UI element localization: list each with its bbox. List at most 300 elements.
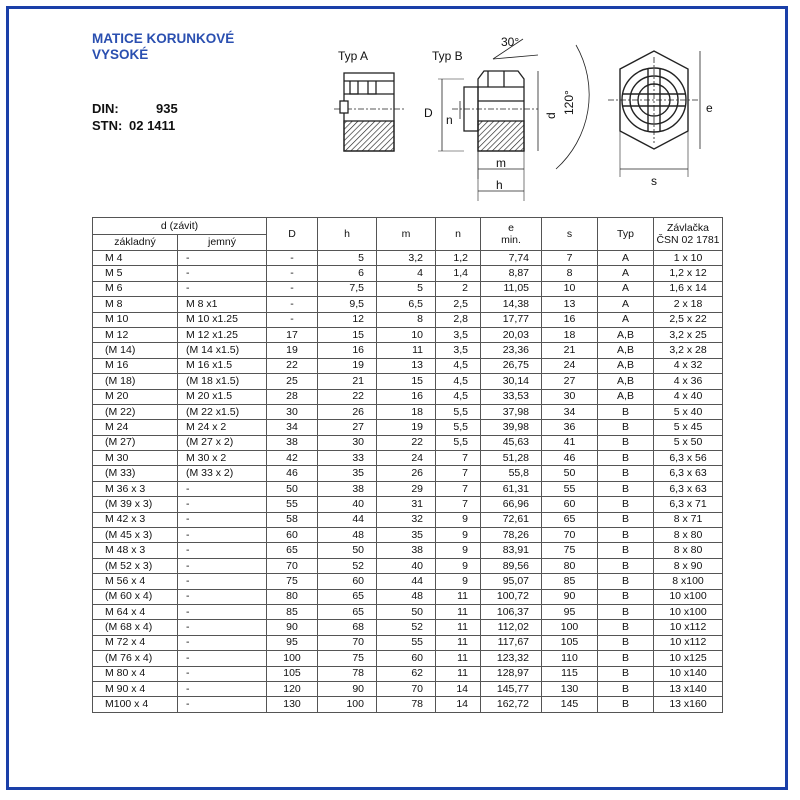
table-row	[93, 651, 723, 666]
cell-zavlacka: 3,2 x 28	[654, 343, 723, 358]
typ-b-label: Typ B	[432, 49, 463, 63]
cell-D: 25	[267, 374, 318, 389]
table-row	[93, 697, 723, 712]
typ-a-nut-shape	[334, 73, 404, 151]
cell-e: 123,32	[481, 651, 542, 666]
cell-D: 19	[267, 343, 318, 358]
cell-e: 14,38	[481, 297, 542, 312]
cell-m: 70	[377, 681, 436, 696]
cell-D: -	[267, 312, 318, 327]
cell-n: 2,5	[436, 297, 481, 312]
cell-n: 1,2	[436, 251, 481, 266]
cell-zavlacka: 10 x100	[654, 604, 723, 619]
col-s: s	[542, 218, 598, 251]
cell-n: 14	[436, 681, 481, 696]
cell-zavlacka: 8 x 71	[654, 512, 723, 527]
cell-h: 50	[318, 543, 377, 558]
cell-h: 65	[318, 589, 377, 604]
cell-typ: A,B	[598, 358, 654, 373]
col-d-zavit: d (závit)	[93, 218, 267, 235]
cell-n: 4,5	[436, 358, 481, 373]
col-zakladny: základný	[93, 235, 178, 251]
cell-typ: A,B	[598, 343, 654, 358]
cell-m: 3,2	[377, 251, 436, 266]
cell-n: 5,5	[436, 420, 481, 435]
cell-zavlacka: 13 x160	[654, 697, 723, 712]
cell-D: 34	[267, 420, 318, 435]
cell-n: 9	[436, 512, 481, 527]
cell-e: 162,72	[481, 697, 542, 712]
cell-h: 90	[318, 681, 377, 696]
cell-D: 85	[267, 604, 318, 619]
cell-h: 16	[318, 343, 377, 358]
table-row	[93, 620, 723, 635]
cell-e: 8,87	[481, 266, 542, 281]
table-row	[93, 420, 723, 435]
cell-m: 50	[377, 604, 436, 619]
cell-n: 11	[436, 589, 481, 604]
cell-s: 30	[542, 389, 598, 404]
cell-e: 89,56	[481, 558, 542, 573]
cell-zakladny: (M 27)	[93, 435, 178, 450]
cell-typ: B	[598, 528, 654, 543]
cell-h: 78	[318, 666, 377, 681]
cell-typ: B	[598, 666, 654, 681]
table-row	[93, 374, 723, 389]
col-zavlacka-csn: ČSN 02 1781	[656, 234, 720, 246]
cell-typ: B	[598, 497, 654, 512]
cell-typ: B	[598, 681, 654, 696]
cell-typ: B	[598, 435, 654, 450]
cell-s: 110	[542, 651, 598, 666]
table-row	[93, 481, 723, 496]
cell-D: 42	[267, 451, 318, 466]
table-row	[93, 343, 723, 358]
cell-e: 55,8	[481, 466, 542, 481]
cell-typ: B	[598, 620, 654, 635]
cell-m: 15	[377, 374, 436, 389]
cell-m: 10	[377, 327, 436, 342]
cell-m: 16	[377, 389, 436, 404]
cell-h: 100	[318, 697, 377, 712]
cell-s: 130	[542, 681, 598, 696]
cell-e: 11,05	[481, 281, 542, 296]
cell-m: 11	[377, 343, 436, 358]
cell-s: 90	[542, 589, 598, 604]
typ-a-label: Typ A	[338, 49, 369, 63]
cell-h: 22	[318, 389, 377, 404]
cell-zavlacka: 8 x 90	[654, 558, 723, 573]
cell-h: 7,5	[318, 281, 377, 296]
cell-zavlacka: 3,2 x 25	[654, 327, 723, 342]
cell-e: 95,07	[481, 574, 542, 589]
cell-h: 60	[318, 574, 377, 589]
cell-h: 75	[318, 651, 377, 666]
cell-h: 21	[318, 374, 377, 389]
table-row	[93, 327, 723, 342]
col-e	[481, 218, 542, 251]
cell-s: 8	[542, 266, 598, 281]
cell-jemny: -	[178, 635, 267, 650]
title-line-2: VYSOKÉ	[92, 47, 149, 62]
cell-jemny: (M 22 x1.5)	[178, 404, 267, 419]
cell-m: 55	[377, 635, 436, 650]
cell-D: 100	[267, 651, 318, 666]
cell-zakladny: (M 45 x 3)	[93, 528, 178, 543]
angle-30-label: 30°	[501, 35, 520, 49]
cell-e: 39,98	[481, 420, 542, 435]
cell-zakladny: M 8	[93, 297, 178, 312]
table-row	[93, 312, 723, 327]
cell-zavlacka: 5 x 40	[654, 404, 723, 419]
cell-D: -	[267, 281, 318, 296]
cell-typ: A	[598, 281, 654, 296]
cell-D: -	[267, 297, 318, 312]
cell-jemny: (M 33 x 2)	[178, 466, 267, 481]
cell-jemny: -	[178, 543, 267, 558]
angle-120-label: 120°	[562, 90, 576, 115]
cell-n: 7	[436, 497, 481, 512]
cell-zakladny: M 10	[93, 312, 178, 327]
cell-zakladny: M 56 x 4	[93, 574, 178, 589]
cell-zavlacka: 4 x 32	[654, 358, 723, 373]
cell-jemny: -	[178, 497, 267, 512]
cell-zavlacka: 10 x125	[654, 651, 723, 666]
cell-jemny: -	[178, 528, 267, 543]
cell-s: 36	[542, 420, 598, 435]
cell-D: 46	[267, 466, 318, 481]
din-label: DIN:	[92, 101, 119, 116]
cell-jemny: -	[178, 574, 267, 589]
cell-jemny: M 20 x1.5	[178, 389, 267, 404]
cell-s: 27	[542, 374, 598, 389]
cell-zavlacka: 6,3 x 63	[654, 466, 723, 481]
table-row	[93, 451, 723, 466]
cell-h: 33	[318, 451, 377, 466]
cell-zakladny: (M 39 x 3)	[93, 497, 178, 512]
dim-s-label: s	[651, 174, 657, 188]
cell-D: 60	[267, 528, 318, 543]
cell-zavlacka: 10 x112	[654, 635, 723, 650]
cell-typ: A,B	[598, 389, 654, 404]
cell-h: 44	[318, 512, 377, 527]
cell-jemny: -	[178, 651, 267, 666]
cell-m: 22	[377, 435, 436, 450]
cell-zakladny: (M 68 x 4)	[93, 620, 178, 635]
table-row	[93, 512, 723, 527]
cell-zakladny: M 80 x 4	[93, 666, 178, 681]
cell-m: 19	[377, 420, 436, 435]
cell-n: 2,8	[436, 312, 481, 327]
cell-n: 11	[436, 651, 481, 666]
cell-m: 78	[377, 697, 436, 712]
cell-e: 30,14	[481, 374, 542, 389]
title-line-1: MATICE KORUNKOVÉ	[92, 31, 235, 46]
cell-m: 32	[377, 512, 436, 527]
cell-zakladny: M 6	[93, 281, 178, 296]
cell-n: 1,4	[436, 266, 481, 281]
col-jemny: jemný	[178, 235, 267, 251]
cell-m: 48	[377, 589, 436, 604]
table-row	[93, 543, 723, 558]
cell-jemny: M 10 x1.25	[178, 312, 267, 327]
cell-n: 5,5	[436, 404, 481, 419]
cell-n: 14	[436, 697, 481, 712]
cell-zavlacka: 6,3 x 71	[654, 497, 723, 512]
cell-e: 78,26	[481, 528, 542, 543]
cell-e: 100,72	[481, 589, 542, 604]
cell-m: 26	[377, 466, 436, 481]
cell-e: 145,77	[481, 681, 542, 696]
table-row	[93, 574, 723, 589]
cell-jemny: M 30 x 2	[178, 451, 267, 466]
cell-zakladny: M100 x 4	[93, 697, 178, 712]
cell-h: 70	[318, 635, 377, 650]
cell-m: 4	[377, 266, 436, 281]
cell-s: 105	[542, 635, 598, 650]
table-row	[93, 558, 723, 573]
cell-zakladny: M 64 x 4	[93, 604, 178, 619]
cell-e: 23,36	[481, 343, 542, 358]
cell-s: 70	[542, 528, 598, 543]
cell-zakladny: M 30	[93, 451, 178, 466]
cell-s: 75	[542, 543, 598, 558]
cell-zavlacka: 10 x140	[654, 666, 723, 681]
cell-zavlacka: 2,5 x 22	[654, 312, 723, 327]
col-e-min: min.	[501, 234, 521, 246]
cell-e: 33,53	[481, 389, 542, 404]
cell-D: 90	[267, 620, 318, 635]
cell-s: 95	[542, 604, 598, 619]
datasheet	[68, 9, 728, 787]
cell-D: 58	[267, 512, 318, 527]
cell-h: 30	[318, 435, 377, 450]
cell-typ: B	[598, 451, 654, 466]
cell-zakladny: M 16	[93, 358, 178, 373]
cell-typ: B	[598, 558, 654, 573]
stn-value: 02 1411	[129, 118, 176, 133]
cell-zavlacka: 10 x100	[654, 589, 723, 604]
cell-n: 7	[436, 481, 481, 496]
cell-typ: A	[598, 251, 654, 266]
col-zavlacka-label: Závlačka	[666, 222, 709, 234]
cell-typ: A	[598, 297, 654, 312]
cell-e: 83,91	[481, 543, 542, 558]
table-row	[93, 281, 723, 296]
dim-m-label: m	[496, 156, 506, 170]
cell-h: 35	[318, 466, 377, 481]
cell-zavlacka: 8 x100	[654, 574, 723, 589]
cell-h: 48	[318, 528, 377, 543]
cell-D: 17	[267, 327, 318, 342]
cell-e: 26,75	[481, 358, 542, 373]
cell-m: 24	[377, 451, 436, 466]
table-row	[93, 635, 723, 650]
cell-e: 7,74	[481, 251, 542, 266]
cell-zavlacka: 6,3 x 56	[654, 451, 723, 466]
cell-e: 51,28	[481, 451, 542, 466]
cell-D: 70	[267, 558, 318, 573]
cell-m: 31	[377, 497, 436, 512]
cell-zavlacka: 4 x 40	[654, 389, 723, 404]
cell-zavlacka: 1 x 10	[654, 251, 723, 266]
cell-n: 7	[436, 451, 481, 466]
table-row	[93, 404, 723, 419]
cell-D: 120	[267, 681, 318, 696]
cell-h: 19	[318, 358, 377, 373]
cell-jemny: -	[178, 604, 267, 619]
din-value: 935	[156, 101, 178, 116]
table-row	[93, 389, 723, 404]
cell-s: 24	[542, 358, 598, 373]
cell-e: 45,63	[481, 435, 542, 450]
cell-typ: B	[598, 589, 654, 604]
col-h: h	[318, 218, 377, 251]
cell-zakladny: (M 76 x 4)	[93, 651, 178, 666]
cell-zakladny: M 36 x 3	[93, 481, 178, 496]
cell-typ: B	[598, 404, 654, 419]
cell-s: 41	[542, 435, 598, 450]
cell-m: 62	[377, 666, 436, 681]
cell-jemny: -	[178, 251, 267, 266]
cell-s: 7	[542, 251, 598, 266]
col-e-label: e	[508, 222, 514, 234]
cell-jemny: -	[178, 620, 267, 635]
cell-typ: B	[598, 635, 654, 650]
cell-D: 95	[267, 635, 318, 650]
cell-typ: B	[598, 604, 654, 619]
cell-D: -	[267, 266, 318, 281]
cell-n: 11	[436, 635, 481, 650]
dimension-table	[92, 217, 723, 713]
cell-s: 34	[542, 404, 598, 419]
cell-typ: B	[598, 481, 654, 496]
cell-D: -	[267, 251, 318, 266]
cell-typ: A	[598, 266, 654, 281]
cell-m: 52	[377, 620, 436, 635]
cell-zakladny: M 4	[93, 251, 178, 266]
cell-zavlacka: 8 x 80	[654, 528, 723, 543]
cell-m: 29	[377, 481, 436, 496]
cell-jemny: -	[178, 681, 267, 696]
cell-zavlacka: 4 x 36	[654, 374, 723, 389]
cell-jemny: M 24 x 2	[178, 420, 267, 435]
cell-n: 9	[436, 528, 481, 543]
cell-D: 22	[267, 358, 318, 373]
cell-jemny: -	[178, 558, 267, 573]
cell-e: 128,97	[481, 666, 542, 681]
table-row	[93, 466, 723, 481]
cell-jemny: -	[178, 666, 267, 681]
cell-s: 50	[542, 466, 598, 481]
cell-zavlacka: 8 x 80	[654, 543, 723, 558]
cell-n: 9	[436, 543, 481, 558]
cell-n: 4,5	[436, 374, 481, 389]
cell-e: 106,37	[481, 604, 542, 619]
cell-jemny: -	[178, 512, 267, 527]
cell-D: 105	[267, 666, 318, 681]
cell-h: 40	[318, 497, 377, 512]
cell-h: 6	[318, 266, 377, 281]
cell-jemny: -	[178, 481, 267, 496]
cell-zakladny: (M 60 x 4)	[93, 589, 178, 604]
cell-typ: B	[598, 543, 654, 558]
stn-label: STN:	[92, 118, 123, 133]
cell-n: 9	[436, 558, 481, 573]
cell-n: 4,5	[436, 389, 481, 404]
cell-typ: B	[598, 697, 654, 712]
table-row	[93, 528, 723, 543]
table-body	[93, 251, 723, 713]
cell-s: 18	[542, 327, 598, 342]
cell-n: 3,5	[436, 327, 481, 342]
cell-zakladny: M 72 x 4	[93, 635, 178, 650]
cell-s: 55	[542, 481, 598, 496]
cell-s: 60	[542, 497, 598, 512]
cell-h: 9,5	[318, 297, 377, 312]
cell-jemny: (M 27 x 2)	[178, 435, 267, 450]
table-row	[93, 681, 723, 696]
cell-h: 12	[318, 312, 377, 327]
cell-zakladny: (M 18)	[93, 374, 178, 389]
cell-typ: B	[598, 651, 654, 666]
cell-h: 15	[318, 327, 377, 342]
table-row	[93, 497, 723, 512]
cell-zakladny: (M 22)	[93, 404, 178, 419]
cell-m: 8	[377, 312, 436, 327]
cell-D: 50	[267, 481, 318, 496]
cell-e: 112,02	[481, 620, 542, 635]
table-row	[93, 666, 723, 681]
dim-D-label: D	[424, 106, 433, 120]
cell-jemny: -	[178, 589, 267, 604]
cell-e: 37,98	[481, 404, 542, 419]
dim-d-label: d	[544, 112, 558, 119]
cell-n: 7	[436, 466, 481, 481]
cell-D: 38	[267, 435, 318, 450]
cell-zakladny: M 48 x 3	[93, 543, 178, 558]
cell-s: 100	[542, 620, 598, 635]
nut-top-view	[608, 51, 700, 177]
cell-e: 17,77	[481, 312, 542, 327]
cell-m: 40	[377, 558, 436, 573]
cell-jemny: (M 14 x1.5)	[178, 343, 267, 358]
cell-n: 5,5	[436, 435, 481, 450]
cell-D: 130	[267, 697, 318, 712]
cell-zavlacka: 10 x112	[654, 620, 723, 635]
cell-s: 80	[542, 558, 598, 573]
cell-s: 13	[542, 297, 598, 312]
cell-s: 16	[542, 312, 598, 327]
table-row	[93, 589, 723, 604]
cell-m: 60	[377, 651, 436, 666]
cell-jemny: M 12 x1.25	[178, 327, 267, 342]
cell-typ: B	[598, 466, 654, 481]
cell-jemny: (M 18 x1.5)	[178, 374, 267, 389]
cell-jemny: M 8 x1	[178, 297, 267, 312]
cell-zavlacka: 1,6 x 14	[654, 281, 723, 296]
cell-s: 115	[542, 666, 598, 681]
cell-zavlacka: 5 x 50	[654, 435, 723, 450]
cell-zavlacka: 13 x140	[654, 681, 723, 696]
cell-D: 55	[267, 497, 318, 512]
cell-zavlacka: 6,3 x 63	[654, 481, 723, 496]
cell-s: 145	[542, 697, 598, 712]
cell-m: 38	[377, 543, 436, 558]
dim-n-label: n	[446, 113, 453, 127]
cell-h: 27	[318, 420, 377, 435]
table-row	[93, 251, 723, 266]
